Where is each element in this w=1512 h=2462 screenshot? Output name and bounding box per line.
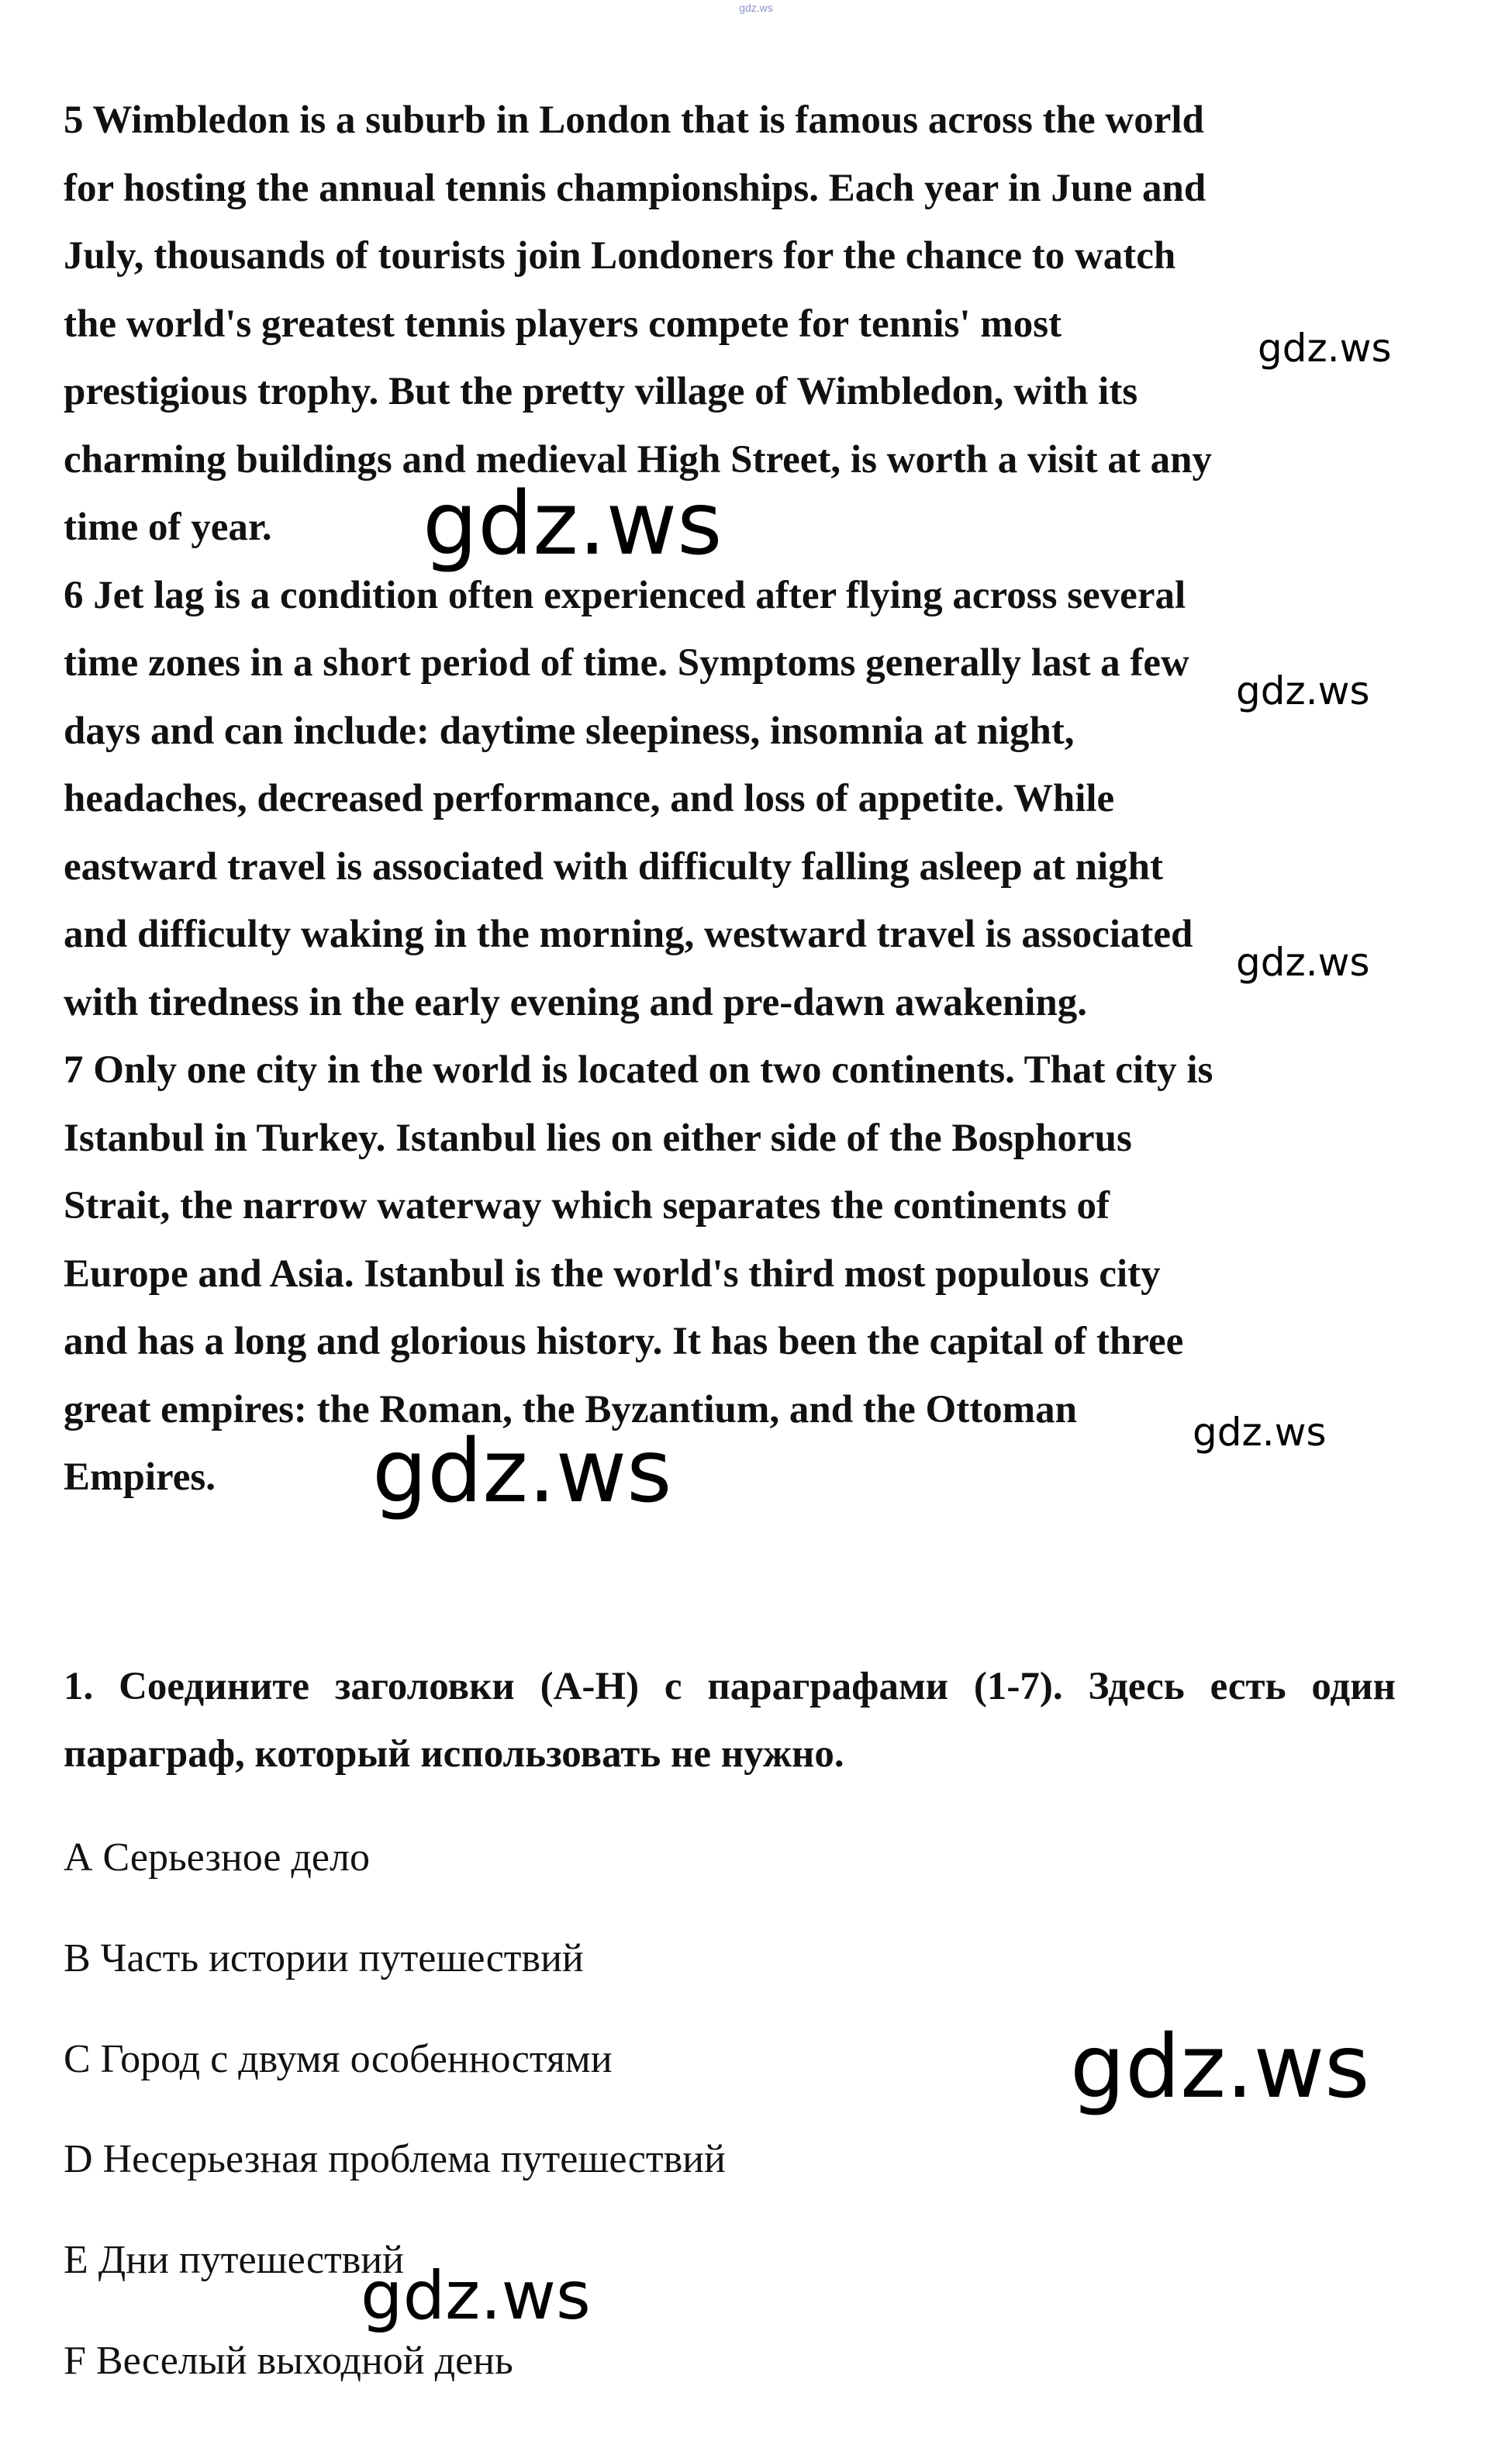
passage-block: [64, 87, 1428, 1512]
watermark: gdz.ws: [423, 474, 723, 575]
watermark: gdz.ws: [361, 2257, 591, 2335]
watermark: gdz.ws: [1236, 668, 1370, 713]
watermark: gdz.ws: [1193, 1410, 1327, 1455]
watermark: gdz.ws: [372, 1421, 672, 1522]
watermark: gdz.ws: [1236, 940, 1370, 985]
heading-option-f: F Веселый выходной день: [64, 2338, 513, 2383]
heading-option-e: E Дни путешествий: [64, 2238, 404, 2283]
watermark: gdz.ws: [1070, 2017, 1370, 2118]
task-instruction: 1. Соедините заголовки (А-H) с параграфами (1-7). Здесь есть один параграф, который использовать не нужно.: [64, 1665, 1396, 1776]
paragraph-5: 5 Wimbledon is a suburb in London that is famous across the world for hosting the annual tennis championships. Each year in June and July, thousands of tourists join Londoners for the chance to watch the world's greatest tennis players compete for tennis' most prestigious trophy. But the pretty village of Wimbledon, with its charming buildings and medieval High Street, is worth a visit at any time of year.: [64, 98, 1213, 549]
heading-option-c: С Город с двумя особенностями: [64, 2036, 613, 2081]
paragraph-6: 6 Jet lag is a condition often experienced after flying across several time zones in a short period of time. Symptoms generally last a few days and can include: daytime sleepiness, insomnia at night, headaches, decreased performance, and loss of appetite. While eastward travel is associated with difficulty falling asleep at night and difficulty waking in the morning, westward travel is associated with tiredness in the early evening and pre-dawn awakening.: [64, 573, 1193, 1024]
top-watermark: gdz.ws: [739, 2, 773, 14]
heading-option-a: А Серьезное дело: [64, 1835, 370, 1880]
heading-option-b: B Часть истории путешествий: [64, 1935, 584, 1980]
watermark: gdz.ws: [1258, 326, 1392, 371]
paragraph-7: 7 Only one city in the world is located on two continents. That city is Istanbul in Turkey. Istanbul lies on either side of the Bosphorus Strait, the narrow waterway which separates the continents of Europe and Asia. Istanbul is the world's third most populous city and has a long and glorious history. It has been the capital of three great empires: the Roman, the Byzantium, and the Ottoman Empires.: [64, 1048, 1213, 1499]
heading-option-d: D Несерьезная проблема путешествий: [64, 2137, 726, 2182]
